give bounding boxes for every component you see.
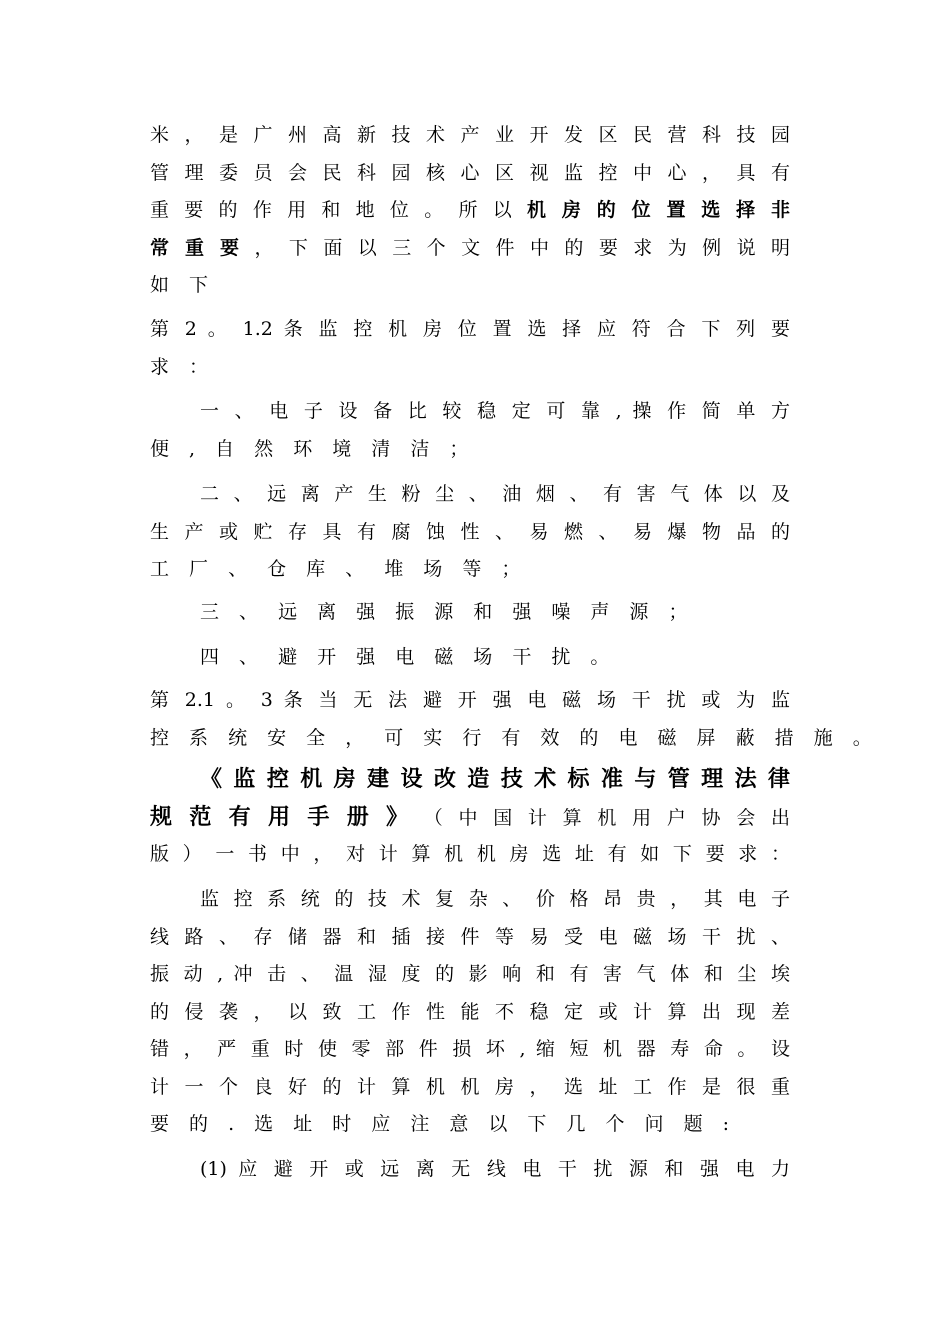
text-line: 三 、 远 离 强 振 源 和 强 噪 声 源 ；: [200, 601, 695, 623]
list-item-3: [150, 594, 790, 632]
clause-2-1-3: [150, 682, 879, 757]
text-line: [150, 192, 790, 230]
text-line: [150, 799, 790, 837]
text-line: 米 ， 是 广 州 高 新 技 术 产 业 开 发 区 民 营 科 技 园: [150, 124, 790, 146]
text-line: 求 ：: [150, 355, 216, 378]
book-reference-paragraph: [150, 761, 790, 874]
text-line: 管 理 委 员 会 民 科 园 核 心 区 视 监 控 中 心 ， 具 有: [150, 161, 790, 184]
text-line: 控 系 统 安 全 ， 可 实 行 有 效 的 电 磁 屏 蔽 措 施 。: [150, 726, 879, 749]
text-line: 便 , 自 然 环 境 清 洁 ；: [150, 437, 476, 460]
text-line: 工 厂 、 仓 库 、 堆 场 等 ；: [150, 558, 528, 580]
text-line: 生 产 或 贮 存 具 有 腐 蚀 性 、 易 燃 、 易 爆 物 品 的: [150, 520, 790, 543]
text-line: 计 一 个 良 好 的 计 算 机 机 房 ， 选 址 工 作 是 很 重: [150, 1075, 790, 1098]
text-line: 版 ） 一 书 中 ， 对 计 算 机 机 房 选 址 有 如 下 要 求 ：: [150, 843, 790, 865]
book-title-end: 规 范 有 用 手 册 》: [150, 803, 413, 830]
text-line: 振 动 , 冲 击 、 温 湿 度 的 影 响 和 有 害 气 体 和 尘 埃: [150, 963, 790, 985]
text-line: 监 控 系 统 的 技 术 复 杂 、 价 格 昂 贵 ， 其 电 子: [200, 888, 790, 910]
text-line: [150, 230, 790, 268]
text-run: ， 下 面 以 三 个 文 件 中 的 要 求 为 例 说 明: [243, 236, 791, 259]
list-item-4: [150, 639, 790, 677]
text-line: 错 ， 严 重 时 使 零 部 件 损 坏 , 缩 短 机 器 寿 命 。 设: [150, 1038, 790, 1060]
text-line: 第 2 。 1.2 条 监 控 机 房 位 置 选 择 应 符 合 下 列 要: [150, 318, 790, 340]
text-line: 线 路 、 存 储 器 和 插 接 件 等 易 受 电 磁 场 干 扰 、: [150, 925, 790, 948]
list-item-1: [150, 393, 790, 468]
text-line: 如 下: [150, 274, 216, 296]
list-item-2: [150, 476, 790, 589]
clause-1-2-2: [150, 311, 790, 386]
list-item-(1): [150, 1151, 790, 1189]
text-line: 一 、 电 子 设 备 比 较 稳 定 可 靠 , 操 作 简 单 方: [200, 400, 790, 422]
text-run: 重 要 的 作 用 和 地 位 。 所 以: [150, 199, 528, 221]
text-line: 要 的 . 选 址 时 应 注 意 以 下 几 个 问 题 :: [150, 1113, 737, 1135]
site-selection-paragraph: [150, 881, 790, 1144]
text-line: 二 、 远 离 产 生 粉 尘 、 油 烟 、 有 害 气 体 以 及: [200, 483, 790, 505]
bold-emphasis: 常 重 要: [150, 236, 244, 259]
text-line: 第 2.1 。 3 条 当 无 法 避 开 强 电 磁 场 干 扰 或 为 监: [150, 689, 790, 711]
text-line: 的 侵 袭 ， 以 致 工 作 性 能 不 稳 定 或 计 算 出 现 差: [150, 1000, 790, 1023]
text-run: （ 中 国 计 算 机 用 户 协 会 出: [412, 806, 790, 829]
text-line: 四 、 避 开 强 电 磁 场 干 扰 。: [200, 646, 617, 668]
text-line: (1) 应 避 开 或 远 离 无 线 电 干 扰 源 和 强 电 力: [200, 1158, 790, 1180]
bold-emphasis: 机 房 的 位 置 选 择 非: [527, 199, 791, 221]
intro-paragraph: [150, 117, 790, 305]
book-title-line: 《 监 控 机 房 建 设 改 造 技 术 标 准 与 管 理 法 律: [200, 766, 790, 792]
